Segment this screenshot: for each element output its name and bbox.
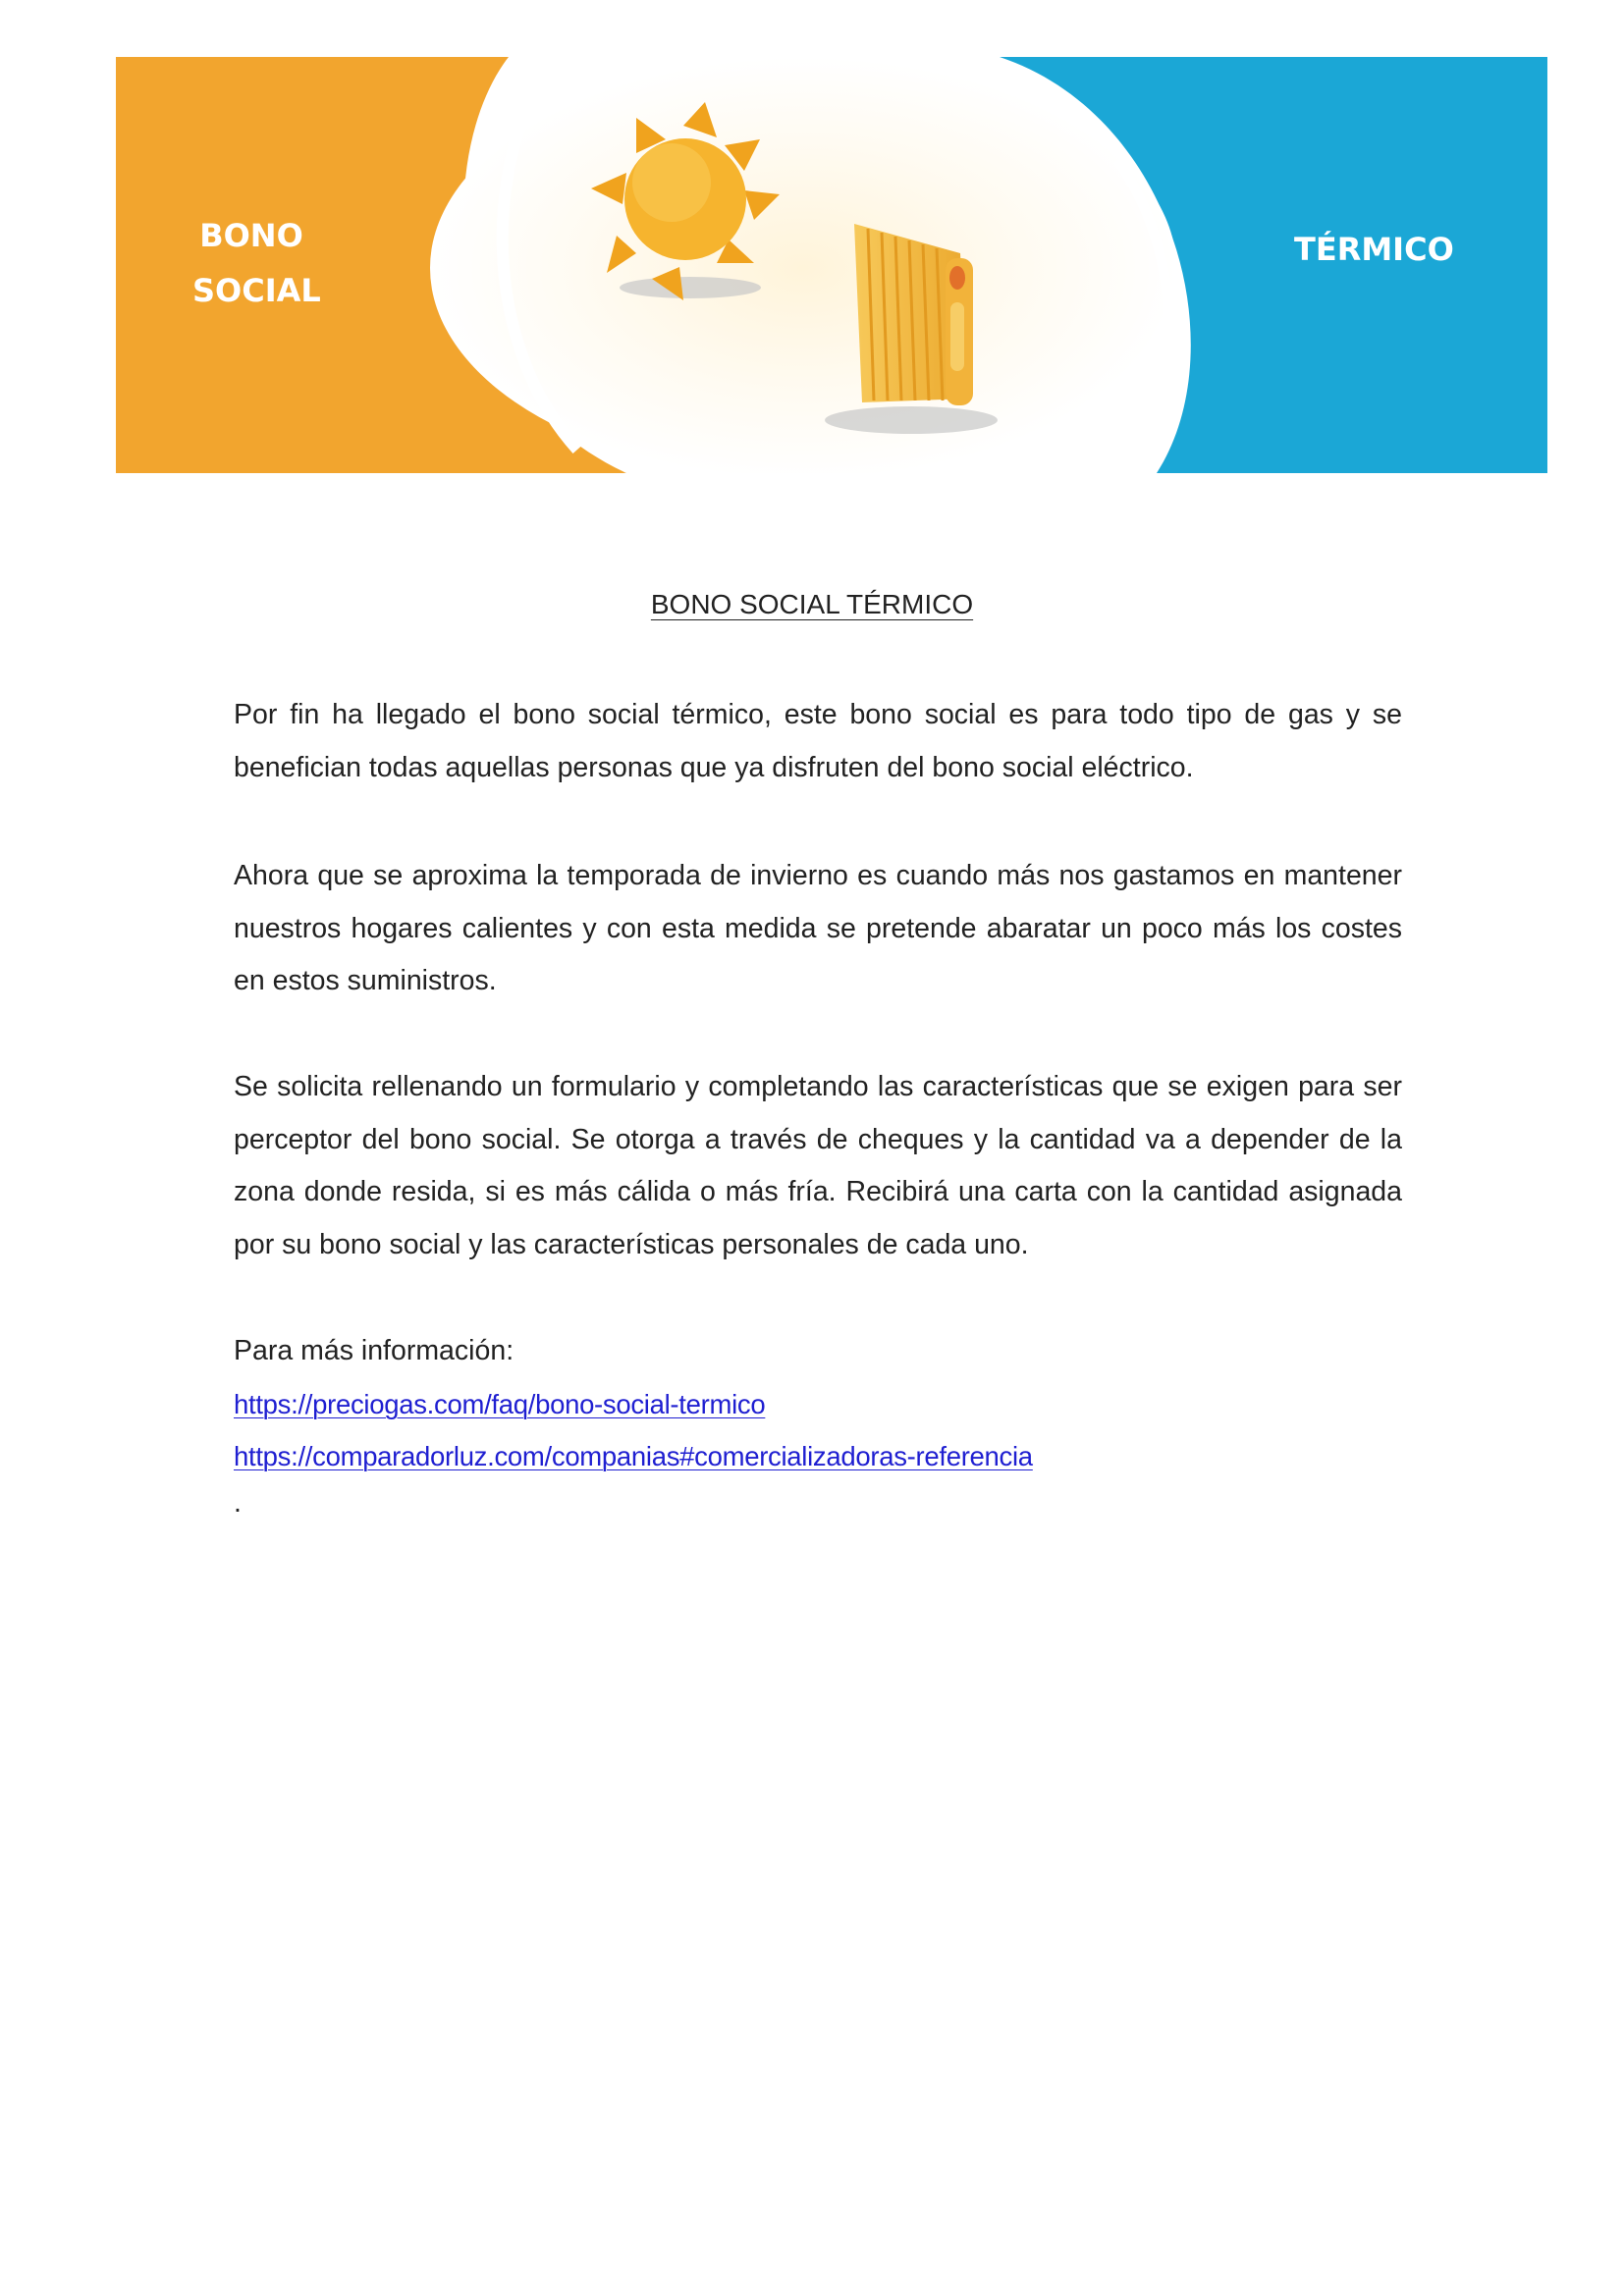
- trailing-dot: .: [234, 1486, 242, 1519]
- link-comparadorluz[interactable]: https://comparadorluz.com/companias#comercializadoras-referencia: [234, 1441, 1033, 1471]
- paragraph-3: Se solicita rellenando un formulario y completando las características que se exigen para ser perceptor del bono social. Se otorga a través de cheques y la cantidad va a depender de la zona donde resida, si es más cálida o más fría. Recibirá una carta con la cantidad asignada por su bono social y las características personales de cada uno.: [234, 1071, 1402, 1260]
- banner-left-line2: SOCIAL: [192, 272, 321, 309]
- info-section: [234, 1325, 1402, 1522]
- banner-left-label: [192, 208, 321, 318]
- banner-right-label: TÉRMICO: [1294, 231, 1454, 268]
- info-label: Para más información:: [234, 1335, 514, 1366]
- header-banner: [116, 57, 1547, 473]
- paragraph-1: Por fin ha llegado el bono social térmico, este bono social es para todo tipo de gas y se benefician todas aquellas personas que ya disfruten del bono social eléctrico.: [234, 699, 1402, 783]
- paragraph-2: Ahora que se aproxima la temporada de invierno es cuando más nos gastamos en mantener nuestros hogares calientes y con esta medida se pretende abaratar un poco más los costes en estos suministros.: [234, 860, 1402, 996]
- banner-left-line1: BONO: [199, 217, 303, 254]
- document-title-wrap: [0, 585, 1624, 624]
- link-preciogas[interactable]: https://preciogas.com/faq/bono-social-termico: [234, 1388, 766, 1419]
- document-title: BONO SOCIAL TÉRMICO: [650, 589, 974, 619]
